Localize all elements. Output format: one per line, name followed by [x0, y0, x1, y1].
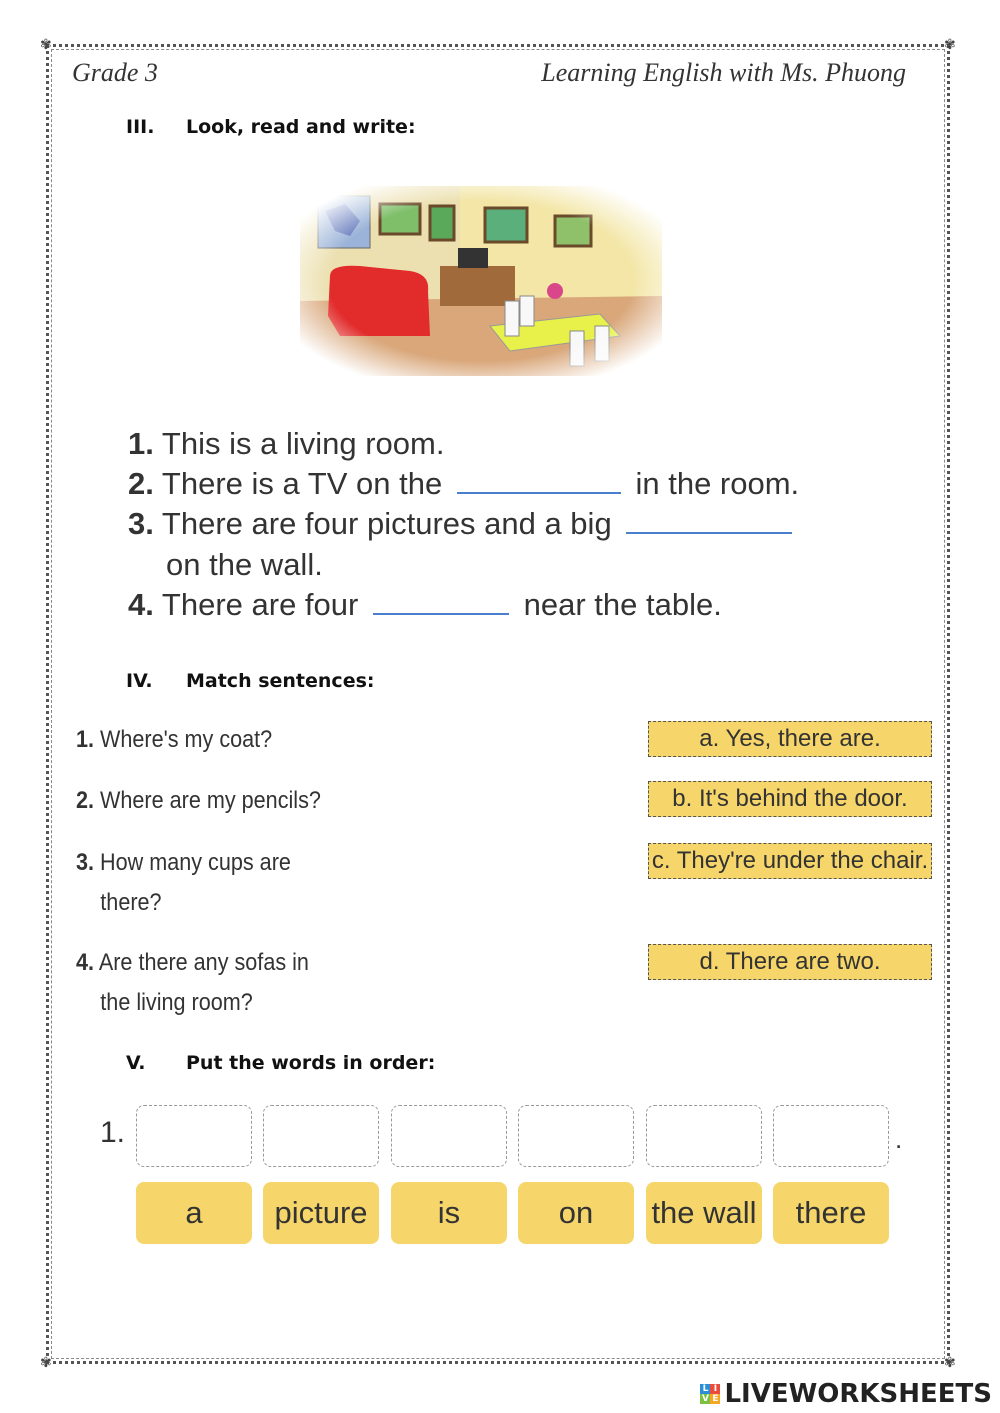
- corner-ornament-icon: ✾: [944, 36, 956, 52]
- logo-letter: V: [701, 1393, 709, 1404]
- sentence-3-line2: on the wall.: [166, 547, 323, 582]
- word-tile[interactable]: on: [518, 1182, 634, 1244]
- sentence-text: There is a TV on the: [161, 466, 443, 501]
- section-title: Match sentences:: [186, 670, 375, 692]
- match-question-1[interactable]: [76, 720, 272, 760]
- match-answer-d[interactable]: d. There are two.: [648, 944, 932, 980]
- sentence-1: [128, 424, 444, 464]
- word-tile[interactable]: there: [773, 1182, 889, 1244]
- section-5-heading: [126, 1052, 435, 1074]
- sentence-number: 3.: [128, 506, 154, 541]
- match-answer-b[interactable]: b. It's behind the door.: [648, 781, 932, 817]
- sentence-text: in the room.: [635, 466, 800, 501]
- sentence-text: There are four pictures and a big: [161, 506, 612, 541]
- liveworksheets-logo-icon: [700, 1384, 722, 1406]
- word-drop-slot[interactable]: [391, 1105, 507, 1167]
- sentence-text: This is a living room.: [161, 426, 445, 461]
- sentence-2: [128, 464, 799, 504]
- word-tile[interactable]: is: [391, 1182, 507, 1244]
- question-text: Are there any sofas in: [98, 949, 309, 976]
- question-text: Where's my coat?: [100, 726, 273, 753]
- match-question-3[interactable]: [76, 843, 291, 923]
- corner-ornament-icon: ✾: [40, 1354, 52, 1370]
- question-text: How many cups are: [100, 849, 291, 876]
- question-text: there?: [100, 889, 162, 916]
- section-title: Put the words in order:: [186, 1052, 436, 1074]
- word-drop-slot[interactable]: [773, 1105, 889, 1167]
- word-drop-slot[interactable]: [263, 1105, 379, 1167]
- section-number: IV.: [126, 670, 153, 692]
- word-tile[interactable]: picture: [263, 1182, 379, 1244]
- logo-letter: E: [712, 1393, 719, 1404]
- word-tile[interactable]: a: [136, 1182, 252, 1244]
- section-3-heading: [126, 116, 416, 138]
- sentence-text: near the table.: [523, 587, 722, 622]
- word-drop-slot[interactable]: [136, 1105, 252, 1167]
- answer-blank-input[interactable]: [373, 593, 509, 615]
- sentence-number: 2.: [128, 466, 154, 501]
- teacher-label: Learning English with Ms. Phuong: [541, 58, 906, 87]
- sentence-text: There are four: [161, 587, 359, 622]
- match-answer-a[interactable]: a. Yes, there are.: [648, 721, 932, 757]
- logo-letter: L: [700, 1384, 710, 1394]
- match-question-2[interactable]: [76, 781, 321, 821]
- question-number: 3.: [76, 849, 95, 876]
- section-title: Look, read and write:: [186, 116, 416, 138]
- sentence-3: [128, 504, 792, 544]
- sentence-period: .: [895, 1124, 903, 1154]
- question-number: 4.: [76, 949, 95, 976]
- match-answer-c[interactable]: c. They're under the chair.: [648, 843, 932, 879]
- logo-text: LIVEWORKSHEETS: [724, 1379, 992, 1409]
- question-number: 1.: [76, 726, 95, 753]
- corner-ornament-icon: ✾: [40, 36, 52, 52]
- answer-blank-input[interactable]: [457, 472, 621, 494]
- sentence-number: 4.: [128, 587, 154, 622]
- word-drop-slot[interactable]: [646, 1105, 762, 1167]
- match-question-4[interactable]: [76, 943, 309, 1023]
- vignette: [300, 186, 662, 376]
- section-number: III.: [126, 116, 155, 138]
- logo-letter: I: [710, 1384, 720, 1394]
- grade-label: Grade 3: [72, 58, 158, 87]
- question-text: Where are my pencils?: [100, 787, 321, 814]
- answer-blank-input[interactable]: [626, 512, 792, 534]
- living-room-illustration: [300, 186, 662, 376]
- question-number: 2.: [76, 787, 95, 814]
- word-drop-slot[interactable]: [518, 1105, 634, 1167]
- section-number: V.: [126, 1052, 146, 1074]
- question-text: the living room?: [100, 989, 253, 1016]
- section-4-heading: [126, 670, 375, 692]
- sentence-number: 1.: [128, 426, 154, 461]
- word-tile[interactable]: the wall: [646, 1182, 762, 1244]
- sentence-4: [128, 585, 722, 625]
- corner-ornament-icon: ✾: [944, 1354, 956, 1370]
- liveworksheets-logo[interactable]: [700, 1379, 992, 1409]
- order-item-number: 1.: [100, 1116, 126, 1149]
